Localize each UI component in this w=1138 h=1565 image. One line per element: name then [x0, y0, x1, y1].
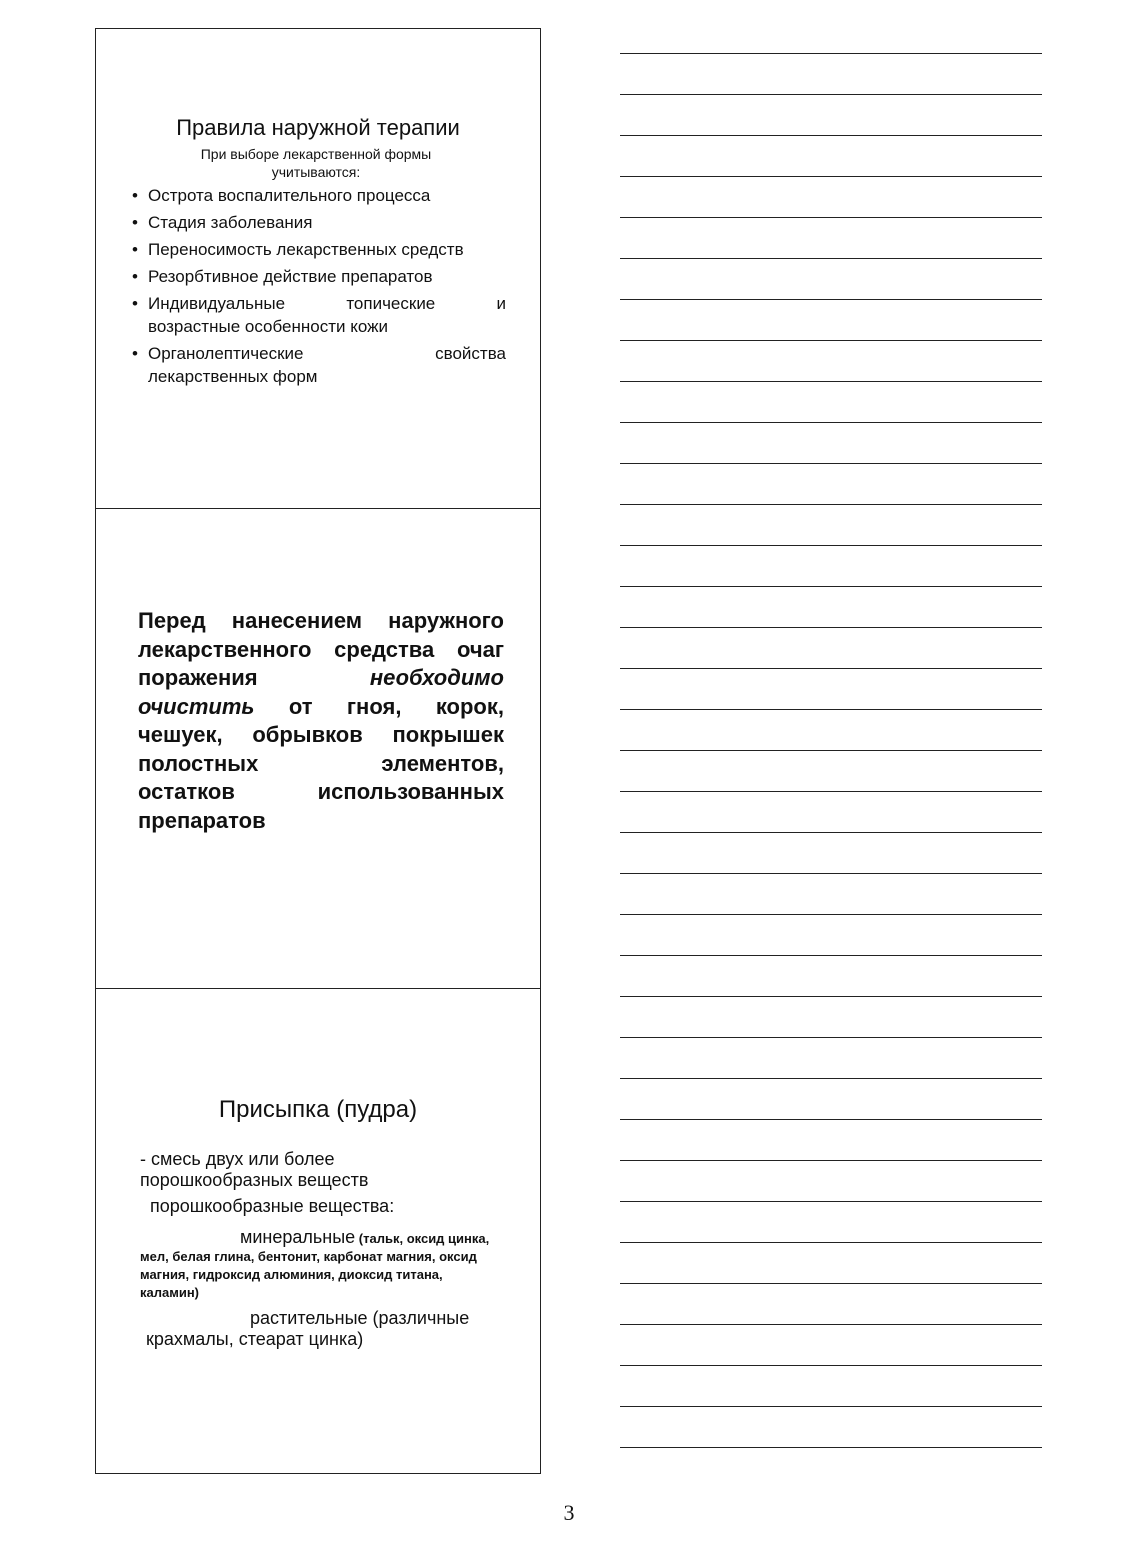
note-line: [620, 381, 1042, 382]
slide-1-title: Правила наружной терапии: [176, 115, 460, 140]
note-line: [620, 914, 1042, 915]
word: корок,: [435, 693, 504, 719]
note-line: [620, 463, 1042, 464]
note-line: [620, 340, 1042, 341]
note-line: [620, 955, 1042, 956]
note-line: [620, 627, 1042, 628]
list-item: [128, 265, 506, 288]
paragraph-line: [138, 750, 504, 779]
note-line: [620, 1242, 1042, 1243]
note-line: [620, 1037, 1042, 1038]
plant-item: [140, 1308, 500, 1350]
list-item-line: лекарственных форм: [148, 367, 318, 386]
definition: [140, 1149, 500, 1191]
list-item: [128, 211, 506, 234]
paragraph-line: [138, 693, 504, 722]
note-line: [620, 258, 1042, 259]
note-line: [620, 1406, 1042, 1407]
slide-1-subtitle-line-1: При выборе лекарственной формы: [200, 146, 432, 162]
list-item-line: [148, 342, 506, 365]
list-item-text: Стадия заболевания: [148, 213, 313, 232]
word: использованных: [317, 779, 504, 804]
plant-lead: растительные: [250, 1308, 368, 1328]
paragraph-line: [138, 721, 504, 750]
slides-column: [95, 28, 541, 1474]
plant-detail: (различные крахмалы, стеарат цинка): [146, 1308, 470, 1349]
bullet-icon: •: [132, 240, 138, 259]
list-item: [128, 342, 506, 388]
note-line: [620, 422, 1042, 423]
criteria-list: [128, 184, 506, 392]
note-line: [620, 53, 1042, 54]
note-line: [620, 996, 1042, 997]
note-line: [620, 504, 1042, 505]
emphasis-word: очистить: [138, 693, 255, 719]
bullet-icon: •: [132, 294, 138, 313]
slide-1-subtitle-line-2: учитываются:: [271, 164, 361, 180]
paragraph-line: [138, 607, 504, 636]
list-item-line: [148, 292, 506, 315]
note-line: [620, 832, 1042, 833]
list-item-text: Резорбтивное действие препаратов: [148, 267, 433, 286]
list-item: [128, 184, 506, 207]
word: свойства: [435, 344, 506, 363]
note-line: [620, 668, 1042, 669]
word: нанесением: [231, 608, 363, 633]
word: от: [288, 693, 313, 719]
word: наружного: [388, 608, 504, 633]
word: полостных: [138, 750, 259, 776]
list-item: [128, 238, 506, 261]
note-line: [620, 1160, 1042, 1161]
note-line: [620, 135, 1042, 136]
word: Органолептические: [148, 344, 304, 363]
note-line: [620, 1365, 1042, 1366]
note-line: [620, 1324, 1042, 1325]
slide-1: [96, 29, 540, 508]
note-line: [620, 1283, 1042, 1284]
mineral-lead: минеральные: [240, 1227, 356, 1247]
word: Индивидуальные: [148, 294, 286, 313]
word: очаг: [456, 636, 504, 662]
bullet-icon: •: [132, 267, 138, 286]
word: чешуек,: [138, 722, 223, 747]
note-line: [620, 1447, 1042, 1448]
slide-1-subtitle: [156, 145, 476, 181]
word: и: [496, 294, 506, 313]
emphasis-word: необходимо: [369, 665, 504, 690]
note-line: [620, 176, 1042, 177]
list-item-text: Переносимость лекарственных средств: [148, 240, 464, 259]
note-line: [620, 873, 1042, 874]
word: средства: [334, 636, 435, 662]
word: остатков: [138, 779, 235, 804]
slide-3: [96, 988, 540, 1473]
note-line: [620, 1078, 1042, 1079]
bullet-icon: •: [132, 186, 138, 205]
mineral-detail: (тальк, оксид цинка, мел, белая глина, бентонит, карбонат магния, оксид магния, гидроксид алюминия, диоксид титана, каламин): [140, 1231, 490, 1300]
word: гноя,: [346, 693, 402, 719]
definition-line: - смесь двух или более: [140, 1149, 335, 1169]
page-number: 3: [563, 1500, 575, 1525]
paragraph-line: [138, 778, 504, 807]
note-line: [620, 791, 1042, 792]
word: лекарственного: [138, 636, 312, 662]
subheading: порошкообразные вещества:: [150, 1196, 395, 1216]
note-line: [620, 545, 1042, 546]
slide-3-title: Присыпка (пудра): [218, 1096, 418, 1123]
note-line: [620, 94, 1042, 95]
list-item-text: Острота воспалительного процесса: [148, 186, 431, 205]
note-line: [620, 750, 1042, 751]
definition-line: порошкообразных веществ: [140, 1170, 369, 1190]
list-item-line: возрастные особенности кожи: [148, 317, 388, 336]
note-line: [620, 1119, 1042, 1120]
word: покрышек: [392, 722, 504, 747]
slide-2: [96, 508, 540, 988]
note-line: [620, 709, 1042, 710]
slide-3-body: [140, 1149, 500, 1350]
word: топические: [346, 294, 436, 313]
bullet-icon: •: [132, 344, 138, 363]
note-line: [620, 299, 1042, 300]
paragraph-line: [138, 636, 504, 665]
mineral-item: [140, 1228, 500, 1302]
paragraph-line: препаратов: [138, 807, 266, 833]
note-line: [620, 217, 1042, 218]
slide-2-paragraph: [138, 607, 504, 835]
word: Перед: [138, 608, 206, 633]
word: поражения: [138, 665, 258, 690]
note-line: [620, 1201, 1042, 1202]
list-item: [128, 292, 506, 338]
paragraph-line: [138, 664, 504, 693]
note-line: [620, 586, 1042, 587]
word: обрывков: [252, 722, 363, 747]
word: элементов,: [381, 750, 504, 776]
bullet-icon: •: [132, 213, 138, 232]
